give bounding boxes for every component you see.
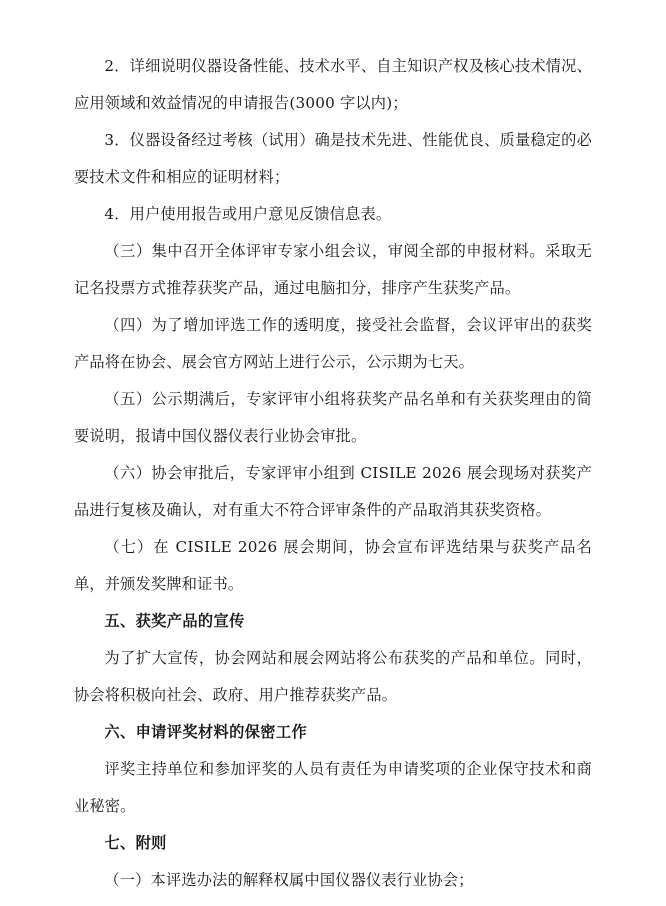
paragraph: 为了扩大宣传，协会网站和展会网站将公布获奖的产品和单位。同时，协会将积极向社会、政府、用户推荐获奖产品。: [74, 649, 592, 704]
section-heading: 六、申请评奖材料的保密工作: [104, 723, 308, 741]
document-body: [74, 48, 592, 899]
paragraph: 3．仪器设备经过考核（试用）确是技术先进、性能优良、质量稳定的必要技术文件和相应的证明材料；: [74, 131, 592, 186]
paragraph: （六）协会审批后，专家评审小组到 CISILE 2026 展会现场对获奖产品进行复核及确认，对有重大不符合评审条件的产品取消其获奖资格。: [74, 464, 592, 519]
paragraph: （四）为了增加评选工作的透明度，接受社会监督，会议评审出的获奖产品将在协会、展会官方网站上进行公示，公示期为七天。: [74, 316, 592, 371]
paragraph: （七）在 CISILE 2026 展会期间，协会宣布评选结果与获奖产品名单，并颁发奖牌和证书。: [74, 538, 592, 593]
paragraph: （五）公示期满后，专家评审小组将获奖产品名单和有关获奖理由的简要说明，报请中国仪器仪表行业协会审批。: [74, 390, 592, 445]
paragraph: （三）集中召开全体评审专家小组会议，审阅全部的申报材料。采取无记名投票方式推荐获奖产品，通过电脑扣分，排序产生获奖产品。: [74, 242, 592, 297]
paragraph: 2．详细说明仪器设备性能、技术水平、自主知识产权及核心技术情况、应用领域和效益情况的申请报告(3000 字以内)；: [74, 57, 592, 112]
section-heading: 七、附则: [104, 834, 167, 852]
section-heading: 五、获奖产品的宣传: [104, 612, 245, 630]
paragraph: （一）本评选办法的解释权属中国仪器仪表行业协会；: [104, 871, 474, 889]
paragraph: 4．用户使用报告或用户意见反馈信息表。: [104, 205, 392, 223]
paragraph: 评奖主持单位和参加评奖的人员有责任为申请奖项的企业保守技术和商业秘密。: [74, 760, 592, 815]
